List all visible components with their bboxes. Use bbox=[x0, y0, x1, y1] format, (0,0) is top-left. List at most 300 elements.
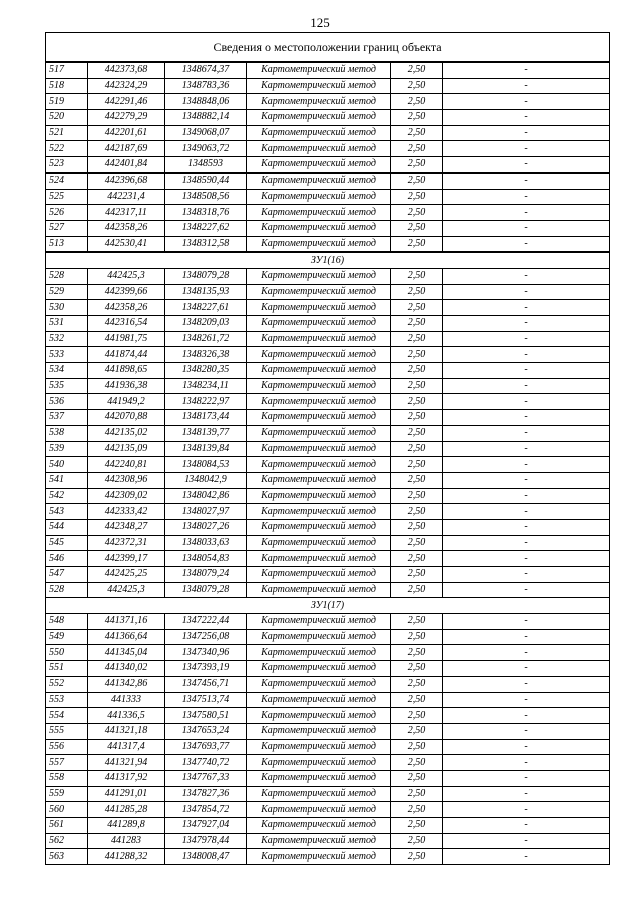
accuracy-cell: 2,50 bbox=[391, 535, 443, 551]
description-cell: - bbox=[443, 472, 610, 488]
accuracy-cell: 2,50 bbox=[391, 268, 443, 284]
x-coordinate-cell: 441289,8 bbox=[88, 818, 165, 834]
description-cell: - bbox=[443, 629, 610, 645]
description-cell: - bbox=[443, 739, 610, 755]
point-number-cell: 546 bbox=[46, 551, 88, 567]
y-coordinate-cell: 1347256,08 bbox=[165, 629, 247, 645]
description-cell: - bbox=[443, 441, 610, 457]
y-coordinate-cell: 1348280,35 bbox=[165, 363, 247, 379]
y-coordinate-cell: 1348882,14 bbox=[165, 110, 247, 126]
x-coordinate-cell: 442401,84 bbox=[88, 157, 165, 173]
method-cell: Картометрический метод bbox=[247, 786, 391, 802]
accuracy-cell: 2,50 bbox=[391, 519, 443, 535]
method-cell: Картометрический метод bbox=[247, 661, 391, 677]
point-number-cell: 530 bbox=[46, 300, 88, 316]
method-cell: Картометрический метод bbox=[247, 205, 391, 221]
accuracy-cell: 2,50 bbox=[391, 488, 443, 504]
point-number-cell: 513 bbox=[46, 236, 88, 252]
table-row bbox=[46, 645, 610, 661]
table-row bbox=[46, 739, 610, 755]
y-coordinate-cell: 1347513,74 bbox=[165, 692, 247, 708]
table-row bbox=[46, 770, 610, 786]
point-number-cell: 538 bbox=[46, 425, 88, 441]
section-row bbox=[46, 252, 610, 268]
x-coordinate-cell: 441949,2 bbox=[88, 394, 165, 410]
point-number-cell: 531 bbox=[46, 316, 88, 332]
method-cell: Картометрический метод bbox=[247, 519, 391, 535]
description-cell: - bbox=[443, 62, 610, 78]
table-row bbox=[46, 173, 610, 189]
point-number-cell: 517 bbox=[46, 62, 88, 78]
method-cell: Картометрический метод bbox=[247, 755, 391, 771]
y-coordinate-cell: 1348227,61 bbox=[165, 300, 247, 316]
y-coordinate-cell: 1348033,63 bbox=[165, 535, 247, 551]
y-coordinate-cell: 1347393,19 bbox=[165, 661, 247, 677]
method-cell: Картометрический метод bbox=[247, 708, 391, 724]
x-coordinate-cell: 442135,02 bbox=[88, 425, 165, 441]
table-row bbox=[46, 519, 610, 535]
table-row bbox=[46, 661, 610, 677]
table-row bbox=[46, 802, 610, 818]
description-cell: - bbox=[443, 692, 610, 708]
point-number-cell: 528 bbox=[46, 582, 88, 598]
table-row bbox=[46, 189, 610, 205]
table-row bbox=[46, 316, 610, 332]
y-coordinate-cell: 1348318,76 bbox=[165, 205, 247, 221]
x-coordinate-cell: 441321,94 bbox=[88, 755, 165, 771]
point-number-cell: 529 bbox=[46, 284, 88, 300]
method-cell: Картометрический метод bbox=[247, 770, 391, 786]
method-cell: Картометрический метод bbox=[247, 425, 391, 441]
y-coordinate-cell: 1348783,36 bbox=[165, 78, 247, 94]
point-number-cell: 535 bbox=[46, 378, 88, 394]
point-number-cell: 557 bbox=[46, 755, 88, 771]
point-number-cell: 548 bbox=[46, 614, 88, 630]
y-coordinate-cell: 1348312,58 bbox=[165, 236, 247, 252]
accuracy-cell: 2,50 bbox=[391, 205, 443, 221]
y-coordinate-cell: 1347740,72 bbox=[165, 755, 247, 771]
method-cell: Картометрический метод bbox=[247, 189, 391, 205]
method-cell: Картометрический метод bbox=[247, 300, 391, 316]
method-cell: Картометрический метод bbox=[247, 316, 391, 332]
description-cell: - bbox=[443, 268, 610, 284]
table-row bbox=[46, 472, 610, 488]
y-coordinate-cell: 1348139,84 bbox=[165, 441, 247, 457]
method-cell: Картометрический метод bbox=[247, 441, 391, 457]
method-cell: Картометрический метод bbox=[247, 220, 391, 236]
table-row bbox=[46, 268, 610, 284]
method-cell: Картометрический метод bbox=[247, 818, 391, 834]
description-cell: - bbox=[443, 157, 610, 173]
method-cell: Картометрический метод bbox=[247, 157, 391, 173]
point-number-cell: 560 bbox=[46, 802, 88, 818]
x-coordinate-cell: 441371,16 bbox=[88, 614, 165, 630]
table-row bbox=[46, 488, 610, 504]
y-coordinate-cell: 1348042,9 bbox=[165, 472, 247, 488]
method-cell: Картометрический метод bbox=[247, 363, 391, 379]
point-number-cell: 553 bbox=[46, 692, 88, 708]
table-title-row bbox=[46, 33, 610, 63]
description-cell: - bbox=[443, 645, 610, 661]
description-cell: - bbox=[443, 457, 610, 473]
point-number-cell: 524 bbox=[46, 173, 88, 189]
method-cell: Картометрический метод bbox=[247, 284, 391, 300]
y-coordinate-cell: 1347767,33 bbox=[165, 770, 247, 786]
description-cell: - bbox=[443, 236, 610, 252]
description-cell: - bbox=[443, 582, 610, 598]
accuracy-cell: 2,50 bbox=[391, 141, 443, 157]
table-row bbox=[46, 205, 610, 221]
accuracy-cell: 2,50 bbox=[391, 189, 443, 205]
method-cell: Картометрический метод bbox=[247, 378, 391, 394]
section-row bbox=[46, 598, 610, 614]
point-number-cell: 536 bbox=[46, 394, 88, 410]
description-cell: - bbox=[443, 125, 610, 141]
method-cell: Картометрический метод bbox=[247, 347, 391, 363]
x-coordinate-cell: 442291,46 bbox=[88, 94, 165, 110]
description-cell: - bbox=[443, 755, 610, 771]
point-number-cell: 527 bbox=[46, 220, 88, 236]
x-coordinate-cell: 441345,04 bbox=[88, 645, 165, 661]
x-coordinate-cell: 442135,09 bbox=[88, 441, 165, 457]
accuracy-cell: 2,50 bbox=[391, 441, 443, 457]
point-number-cell: 534 bbox=[46, 363, 88, 379]
y-coordinate-cell: 1348209,03 bbox=[165, 316, 247, 332]
point-number-cell: 528 bbox=[46, 268, 88, 284]
point-number-cell: 522 bbox=[46, 141, 88, 157]
accuracy-cell: 2,50 bbox=[391, 425, 443, 441]
method-cell: Картометрический метод bbox=[247, 802, 391, 818]
x-coordinate-cell: 441288,32 bbox=[88, 849, 165, 865]
description-cell: - bbox=[443, 818, 610, 834]
y-coordinate-cell: 1349068,07 bbox=[165, 125, 247, 141]
y-coordinate-cell: 1347978,44 bbox=[165, 833, 247, 849]
y-coordinate-cell: 1348222,97 bbox=[165, 394, 247, 410]
description-cell: - bbox=[443, 504, 610, 520]
point-number-cell: 518 bbox=[46, 78, 88, 94]
section-title: ЗУ1(16) bbox=[46, 252, 610, 268]
y-coordinate-cell: 1348173,44 bbox=[165, 410, 247, 426]
y-coordinate-cell: 1347827,36 bbox=[165, 786, 247, 802]
y-coordinate-cell: 1348079,28 bbox=[165, 582, 247, 598]
accuracy-cell: 2,50 bbox=[391, 739, 443, 755]
description-cell: - bbox=[443, 331, 610, 347]
point-number-cell: 523 bbox=[46, 157, 88, 173]
page-number: 125 bbox=[310, 15, 330, 30]
table-row bbox=[46, 818, 610, 834]
method-cell: Картометрический метод bbox=[247, 614, 391, 630]
point-number-cell: 563 bbox=[46, 849, 88, 865]
table-title: Сведения о местоположении границ объекта bbox=[46, 33, 610, 63]
table-row bbox=[46, 410, 610, 426]
table-row bbox=[46, 284, 610, 300]
accuracy-cell: 2,50 bbox=[391, 755, 443, 771]
table-row bbox=[46, 551, 610, 567]
x-coordinate-cell: 441936,38 bbox=[88, 378, 165, 394]
table-row bbox=[46, 94, 610, 110]
point-number-cell: 545 bbox=[46, 535, 88, 551]
description-cell: - bbox=[443, 535, 610, 551]
point-number-cell: 539 bbox=[46, 441, 88, 457]
x-coordinate-cell: 442187,69 bbox=[88, 141, 165, 157]
accuracy-cell: 2,50 bbox=[391, 661, 443, 677]
table-row bbox=[46, 708, 610, 724]
description-cell: - bbox=[443, 802, 610, 818]
table-row bbox=[46, 157, 610, 173]
y-coordinate-cell: 1348593 bbox=[165, 157, 247, 173]
y-coordinate-cell: 1347854,72 bbox=[165, 802, 247, 818]
table-row bbox=[46, 567, 610, 583]
x-coordinate-cell: 441321,18 bbox=[88, 723, 165, 739]
x-coordinate-cell: 441898,65 bbox=[88, 363, 165, 379]
point-number-cell: 559 bbox=[46, 786, 88, 802]
accuracy-cell: 2,50 bbox=[391, 692, 443, 708]
accuracy-cell: 2,50 bbox=[391, 394, 443, 410]
y-coordinate-cell: 1347927,04 bbox=[165, 818, 247, 834]
section-title: ЗУ1(17) bbox=[46, 598, 610, 614]
description-cell: - bbox=[443, 220, 610, 236]
y-coordinate-cell: 1348084,53 bbox=[165, 457, 247, 473]
x-coordinate-cell: 442399,17 bbox=[88, 551, 165, 567]
y-coordinate-cell: 1348326,38 bbox=[165, 347, 247, 363]
accuracy-cell: 2,50 bbox=[391, 472, 443, 488]
description-cell: - bbox=[443, 567, 610, 583]
boundary-coordinates-table bbox=[45, 32, 610, 865]
x-coordinate-cell: 442358,26 bbox=[88, 300, 165, 316]
y-coordinate-cell: 1348079,28 bbox=[165, 268, 247, 284]
point-number-cell: 549 bbox=[46, 629, 88, 645]
x-coordinate-cell: 441981,75 bbox=[88, 331, 165, 347]
table-row bbox=[46, 786, 610, 802]
accuracy-cell: 2,50 bbox=[391, 802, 443, 818]
x-coordinate-cell: 441283 bbox=[88, 833, 165, 849]
method-cell: Картометрический метод bbox=[247, 739, 391, 755]
method-cell: Картометрический метод bbox=[247, 410, 391, 426]
y-coordinate-cell: 1348027,26 bbox=[165, 519, 247, 535]
point-number-cell: 519 bbox=[46, 94, 88, 110]
description-cell: - bbox=[443, 284, 610, 300]
x-coordinate-cell: 442324,29 bbox=[88, 78, 165, 94]
method-cell: Картометрический метод bbox=[247, 833, 391, 849]
accuracy-cell: 2,50 bbox=[391, 220, 443, 236]
x-coordinate-cell: 441342,86 bbox=[88, 676, 165, 692]
method-cell: Картометрический метод bbox=[247, 331, 391, 347]
x-coordinate-cell: 442396,68 bbox=[88, 173, 165, 189]
boundary-table-container bbox=[45, 32, 609, 865]
description-cell: - bbox=[443, 551, 610, 567]
table-row bbox=[46, 582, 610, 598]
y-coordinate-cell: 1348139,77 bbox=[165, 425, 247, 441]
point-number-cell: 537 bbox=[46, 410, 88, 426]
accuracy-cell: 2,50 bbox=[391, 849, 443, 865]
description-cell: - bbox=[443, 519, 610, 535]
description-cell: - bbox=[443, 94, 610, 110]
point-number-cell: 562 bbox=[46, 833, 88, 849]
method-cell: Картометрический метод bbox=[247, 692, 391, 708]
method-cell: Картометрический метод bbox=[247, 551, 391, 567]
accuracy-cell: 2,50 bbox=[391, 786, 443, 802]
accuracy-cell: 2,50 bbox=[391, 457, 443, 473]
point-number-cell: 525 bbox=[46, 189, 88, 205]
point-number-cell: 556 bbox=[46, 739, 88, 755]
description-cell: - bbox=[443, 488, 610, 504]
y-coordinate-cell: 1348590,44 bbox=[165, 173, 247, 189]
y-coordinate-cell: 1348079,24 bbox=[165, 567, 247, 583]
accuracy-cell: 2,50 bbox=[391, 708, 443, 724]
table-row bbox=[46, 849, 610, 865]
x-coordinate-cell: 442372,31 bbox=[88, 535, 165, 551]
point-number-cell: 554 bbox=[46, 708, 88, 724]
accuracy-cell: 2,50 bbox=[391, 629, 443, 645]
table-row bbox=[46, 457, 610, 473]
table-row bbox=[46, 378, 610, 394]
x-coordinate-cell: 442358,26 bbox=[88, 220, 165, 236]
description-cell: - bbox=[443, 300, 610, 316]
point-number-cell: 547 bbox=[46, 567, 88, 583]
table-row bbox=[46, 723, 610, 739]
table-row bbox=[46, 331, 610, 347]
accuracy-cell: 2,50 bbox=[391, 770, 443, 786]
table-row bbox=[46, 78, 610, 94]
point-number-cell: 551 bbox=[46, 661, 88, 677]
description-cell: - bbox=[443, 173, 610, 189]
point-number-cell: 561 bbox=[46, 818, 88, 834]
table-row bbox=[46, 220, 610, 236]
y-coordinate-cell: 1347580,51 bbox=[165, 708, 247, 724]
method-cell: Картометрический метод bbox=[247, 504, 391, 520]
accuracy-cell: 2,50 bbox=[391, 567, 443, 583]
point-number-cell: 540 bbox=[46, 457, 88, 473]
x-coordinate-cell: 442530,41 bbox=[88, 236, 165, 252]
method-cell: Картометрический метод bbox=[247, 110, 391, 126]
x-coordinate-cell: 442348,27 bbox=[88, 519, 165, 535]
x-coordinate-cell: 442316,54 bbox=[88, 316, 165, 332]
method-cell: Картометрический метод bbox=[247, 125, 391, 141]
description-cell: - bbox=[443, 394, 610, 410]
y-coordinate-cell: 1347456,71 bbox=[165, 676, 247, 692]
method-cell: Картометрический метод bbox=[247, 567, 391, 583]
method-cell: Картометрический метод bbox=[247, 676, 391, 692]
accuracy-cell: 2,50 bbox=[391, 94, 443, 110]
x-coordinate-cell: 441336,5 bbox=[88, 708, 165, 724]
table-row bbox=[46, 110, 610, 126]
accuracy-cell: 2,50 bbox=[391, 676, 443, 692]
accuracy-cell: 2,50 bbox=[391, 551, 443, 567]
description-cell: - bbox=[443, 316, 610, 332]
y-coordinate-cell: 1348054,83 bbox=[165, 551, 247, 567]
description-cell: - bbox=[443, 849, 610, 865]
table-row bbox=[46, 504, 610, 520]
accuracy-cell: 2,50 bbox=[391, 363, 443, 379]
table-row bbox=[46, 125, 610, 141]
method-cell: Картометрический метод bbox=[247, 394, 391, 410]
x-coordinate-cell: 442425,3 bbox=[88, 268, 165, 284]
accuracy-cell: 2,50 bbox=[391, 504, 443, 520]
x-coordinate-cell: 442425,25 bbox=[88, 567, 165, 583]
accuracy-cell: 2,50 bbox=[391, 347, 443, 363]
table-row bbox=[46, 676, 610, 692]
x-coordinate-cell: 441340,02 bbox=[88, 661, 165, 677]
accuracy-cell: 2,50 bbox=[391, 284, 443, 300]
x-coordinate-cell: 441874,44 bbox=[88, 347, 165, 363]
table-row bbox=[46, 629, 610, 645]
method-cell: Картометрический метод bbox=[247, 629, 391, 645]
method-cell: Картометрический метод bbox=[247, 488, 391, 504]
point-number-cell: 555 bbox=[46, 723, 88, 739]
point-number-cell: 542 bbox=[46, 488, 88, 504]
table-row bbox=[46, 363, 610, 379]
accuracy-cell: 2,50 bbox=[391, 410, 443, 426]
point-number-cell: 550 bbox=[46, 645, 88, 661]
point-number-cell: 520 bbox=[46, 110, 88, 126]
description-cell: - bbox=[443, 110, 610, 126]
description-cell: - bbox=[443, 770, 610, 786]
y-coordinate-cell: 1348008,47 bbox=[165, 849, 247, 865]
x-coordinate-cell: 441285,28 bbox=[88, 802, 165, 818]
table-row bbox=[46, 833, 610, 849]
table-row bbox=[46, 425, 610, 441]
description-cell: - bbox=[443, 347, 610, 363]
y-coordinate-cell: 1348234,11 bbox=[165, 378, 247, 394]
accuracy-cell: 2,50 bbox=[391, 614, 443, 630]
accuracy-cell: 2,50 bbox=[391, 62, 443, 78]
y-coordinate-cell: 1348042,86 bbox=[165, 488, 247, 504]
accuracy-cell: 2,50 bbox=[391, 582, 443, 598]
method-cell: Картометрический метод bbox=[247, 472, 391, 488]
description-cell: - bbox=[443, 833, 610, 849]
description-cell: - bbox=[443, 141, 610, 157]
x-coordinate-cell: 441317,92 bbox=[88, 770, 165, 786]
table-row bbox=[46, 441, 610, 457]
method-cell: Картометрический метод bbox=[247, 723, 391, 739]
x-coordinate-cell: 442333,42 bbox=[88, 504, 165, 520]
y-coordinate-cell: 1348227,62 bbox=[165, 220, 247, 236]
accuracy-cell: 2,50 bbox=[391, 157, 443, 173]
table-row bbox=[46, 62, 610, 78]
y-coordinate-cell: 1349063,72 bbox=[165, 141, 247, 157]
description-cell: - bbox=[443, 708, 610, 724]
y-coordinate-cell: 1348027,97 bbox=[165, 504, 247, 520]
method-cell: Картометрический метод bbox=[247, 236, 391, 252]
description-cell: - bbox=[443, 425, 610, 441]
point-number-cell: 543 bbox=[46, 504, 88, 520]
method-cell: Картометрический метод bbox=[247, 78, 391, 94]
description-cell: - bbox=[443, 614, 610, 630]
method-cell: Картометрический метод bbox=[247, 849, 391, 865]
accuracy-cell: 2,50 bbox=[391, 173, 443, 189]
point-number-cell: 521 bbox=[46, 125, 88, 141]
accuracy-cell: 2,50 bbox=[391, 316, 443, 332]
point-number-cell: 532 bbox=[46, 331, 88, 347]
point-number-cell: 533 bbox=[46, 347, 88, 363]
y-coordinate-cell: 1348848,06 bbox=[165, 94, 247, 110]
description-cell: - bbox=[443, 363, 610, 379]
x-coordinate-cell: 442070,88 bbox=[88, 410, 165, 426]
accuracy-cell: 2,50 bbox=[391, 300, 443, 316]
y-coordinate-cell: 1348508,56 bbox=[165, 189, 247, 205]
table-row bbox=[46, 755, 610, 771]
y-coordinate-cell: 1348135,93 bbox=[165, 284, 247, 300]
y-coordinate-cell: 1347693,77 bbox=[165, 739, 247, 755]
point-number-cell: 552 bbox=[46, 676, 88, 692]
table-row bbox=[46, 535, 610, 551]
table-row bbox=[46, 236, 610, 252]
accuracy-cell: 2,50 bbox=[391, 331, 443, 347]
description-cell: - bbox=[443, 78, 610, 94]
x-coordinate-cell: 442317,11 bbox=[88, 205, 165, 221]
method-cell: Картометрический метод bbox=[247, 268, 391, 284]
description-cell: - bbox=[443, 378, 610, 394]
